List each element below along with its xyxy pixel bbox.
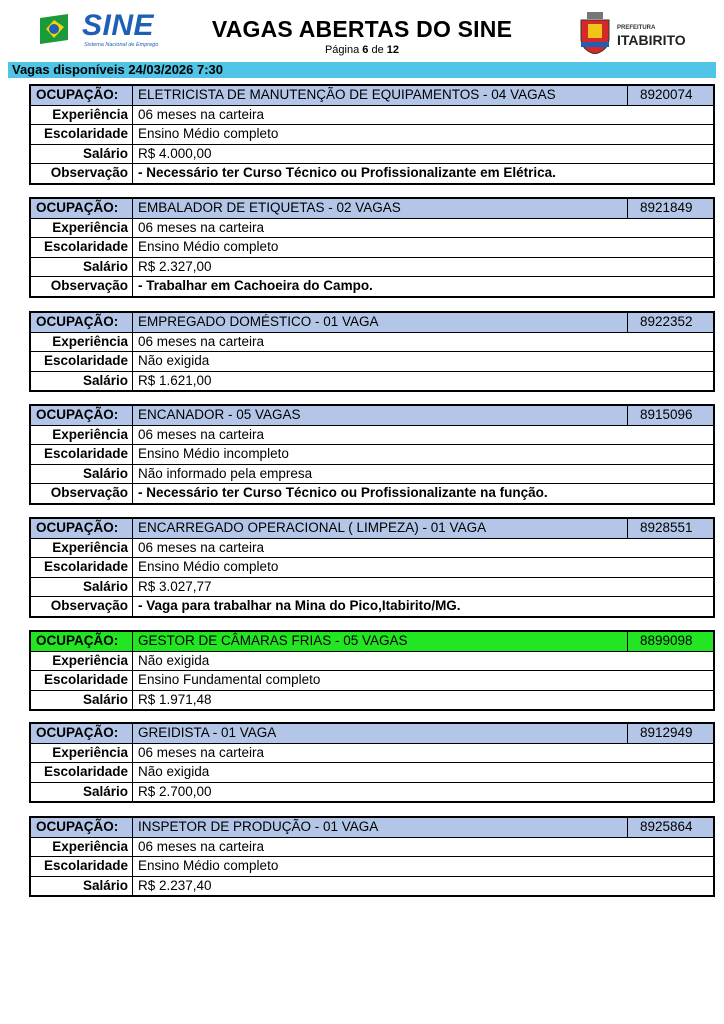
experience-row — [31, 219, 713, 239]
experience-row — [31, 838, 713, 858]
note-label: Observação — [31, 484, 133, 503]
education-value: Ensino Médio incompleto — [138, 446, 289, 461]
education-value: Não exigida — [138, 353, 210, 368]
salary-label: Salário — [31, 465, 133, 484]
occupation-label: OCUPAÇÃO: — [31, 86, 133, 105]
occupation-row — [31, 818, 713, 838]
page-header — [0, 0, 724, 62]
experience-row — [31, 744, 713, 764]
occupation-label: OCUPAÇÃO: — [31, 818, 133, 837]
salary-label: Salário — [31, 877, 133, 896]
job-code: 8925864 — [627, 818, 713, 837]
education-value: Ensino Médio completo — [138, 559, 279, 574]
education-label: Escolaridade — [31, 558, 133, 577]
note-value: - Necessário ter Curso Técnico ou Profissionalizante em Elétrica. — [138, 165, 556, 180]
job-card — [29, 722, 715, 803]
salary-label: Salário — [31, 578, 133, 597]
education-label: Escolaridade — [31, 671, 133, 690]
education-label: Escolaridade — [31, 857, 133, 876]
education-value: Ensino Médio completo — [138, 239, 279, 254]
salary-row — [31, 578, 713, 598]
education-row — [31, 352, 713, 372]
occupation-title: GESTOR DE CÂMARAS FRIAS - 05 VAGAS — [138, 633, 408, 648]
note-row — [31, 597, 713, 616]
salary-row — [31, 145, 713, 165]
experience-row — [31, 333, 713, 353]
salary-row — [31, 465, 713, 485]
salary-row — [31, 258, 713, 278]
sine-logo-text: SINE — [82, 9, 155, 42]
education-value: Ensino Médio completo — [138, 858, 279, 873]
experience-value: 06 meses na carteira — [138, 426, 265, 442]
occupation-title: ELETRICISTA DE MANUTENÇÃO DE EQUIPAMENTOS - 04 VAGAS — [138, 87, 556, 102]
occupation-label: OCUPAÇÃO: — [31, 724, 133, 743]
page-prefix: Página — [324, 44, 360, 56]
experience-value: 06 meses na carteira — [138, 333, 265, 349]
document-title: VAGAS ABERTAS DO SINE — [211, 16, 513, 42]
job-card — [29, 517, 715, 618]
sine-logo-subtitle: Sistema Nacional de Emprego — [84, 42, 159, 48]
education-row — [31, 763, 713, 783]
experience-value: 06 meses na carteira — [138, 838, 265, 854]
education-row — [31, 445, 713, 465]
job-card — [29, 84, 715, 185]
page-current: 6 — [362, 44, 369, 56]
education-value: Ensino Fundamental completo — [138, 672, 321, 687]
job-card — [29, 816, 715, 897]
occupation-row — [31, 313, 713, 333]
job-code: 8915096 — [627, 406, 713, 425]
occupation-label: OCUPAÇÃO: — [31, 406, 133, 425]
note-label: Observação — [31, 277, 133, 296]
experience-label: Experiência — [31, 652, 133, 671]
note-value: - Necessário ter Curso Técnico ou Profissionalizante na função. — [138, 485, 548, 500]
salary-label: Salário — [31, 258, 133, 277]
salary-label: Salário — [31, 372, 133, 391]
salary-label: Salário — [31, 145, 133, 164]
occupation-title: EMPREGADO DOMÉSTICO - 01 VAGA — [138, 314, 379, 329]
note-label: Observação — [31, 597, 133, 616]
occupation-row — [31, 406, 713, 426]
job-code: 8928551 — [627, 519, 713, 538]
experience-row — [31, 652, 713, 672]
experience-label: Experiência — [31, 744, 133, 763]
experience-row — [31, 539, 713, 559]
occupation-label: OCUPAÇÃO: — [31, 199, 133, 218]
note-row — [31, 484, 713, 503]
itabirito-logo — [577, 12, 692, 54]
job-card — [29, 197, 715, 298]
salary-row — [31, 877, 713, 896]
salary-label: Salário — [31, 783, 133, 802]
job-card — [29, 630, 715, 711]
note-value: - Trabalhar em Cachoeira do Campo. — [138, 278, 373, 293]
salary-row — [31, 372, 713, 391]
experience-value: 06 meses na carteira — [138, 106, 265, 122]
salary-value: R$ 1.621,00 — [138, 372, 212, 388]
occupation-label: OCUPAÇÃO: — [31, 313, 133, 332]
salary-value: R$ 4.000,00 — [138, 145, 212, 161]
occupation-row — [31, 199, 713, 219]
education-value: Não exigida — [138, 764, 210, 779]
occupation-row — [31, 632, 713, 652]
occupation-title: ENCANADOR - 05 VAGAS — [138, 407, 301, 422]
experience-value: 06 meses na carteira — [138, 539, 265, 555]
page-total: 12 — [386, 44, 400, 56]
job-card — [29, 311, 715, 392]
salary-value: Não informado pela empresa — [138, 465, 313, 481]
note-row — [31, 277, 713, 296]
occupation-label: OCUPAÇÃO: — [31, 519, 133, 538]
availability-date-bar: Vagas disponíveis 24/03/2026 7:30 — [8, 62, 716, 78]
occupation-title: INSPETOR DE PRODUÇÃO - 01 VAGA — [138, 819, 379, 834]
city-logo-name: ITABIRITO — [617, 32, 686, 48]
education-value: Ensino Médio completo — [138, 126, 279, 141]
salary-value: R$ 2.327,00 — [138, 258, 212, 274]
experience-label: Experiência — [31, 219, 133, 238]
job-code: 8921849 — [627, 199, 713, 218]
education-label: Escolaridade — [31, 445, 133, 464]
experience-label: Experiência — [31, 838, 133, 857]
experience-value: 06 meses na carteira — [138, 219, 265, 235]
occupation-title: ENCARREGADO OPERACIONAL ( LIMPEZA) - 01 VAGA — [138, 520, 487, 535]
job-card — [29, 404, 715, 505]
salary-row — [31, 783, 713, 802]
occupation-title: EMBALADOR DE ETIQUETAS - 02 VAGAS — [138, 200, 401, 215]
experience-row — [31, 106, 713, 126]
experience-label: Experiência — [31, 539, 133, 558]
experience-label: Experiência — [31, 106, 133, 125]
occupation-title: GREIDISTA - 01 VAGA — [138, 725, 277, 740]
experience-label: Experiência — [31, 333, 133, 352]
education-row — [31, 671, 713, 691]
experience-value: 06 meses na carteira — [138, 744, 265, 760]
experience-row — [31, 426, 713, 446]
occupation-row — [31, 724, 713, 744]
salary-value: R$ 1.971,48 — [138, 691, 212, 707]
education-row — [31, 238, 713, 258]
education-row — [31, 558, 713, 578]
job-code: 8920074 — [627, 86, 713, 105]
salary-value: R$ 3.027,77 — [138, 578, 212, 594]
experience-label: Experiência — [31, 426, 133, 445]
occupation-label: OCUPAÇÃO: — [31, 632, 133, 651]
city-crest-icon — [577, 12, 613, 54]
page-separator: de — [371, 44, 384, 56]
note-row — [31, 164, 713, 183]
note-label: Observação — [31, 164, 133, 183]
salary-row — [31, 691, 713, 710]
occupation-row — [31, 86, 713, 106]
education-row — [31, 125, 713, 145]
education-label: Escolaridade — [31, 763, 133, 782]
experience-value: Não exigida — [138, 652, 210, 668]
education-label: Escolaridade — [31, 238, 133, 257]
salary-value: R$ 2.700,00 — [138, 783, 212, 799]
city-logo-prefix: PREFEITURA — [617, 25, 656, 31]
education-label: Escolaridade — [31, 125, 133, 144]
job-code: 8922352 — [627, 313, 713, 332]
education-label: Escolaridade — [31, 352, 133, 371]
occupation-row — [31, 519, 713, 539]
education-row — [31, 857, 713, 877]
salary-value: R$ 2.237,40 — [138, 877, 212, 893]
salary-label: Salário — [31, 691, 133, 710]
job-code: 8912949 — [627, 724, 713, 743]
note-value: - Vaga para trabalhar na Mina do Pico,Itabirito/MG. — [138, 598, 461, 613]
job-code: 8899098 — [627, 632, 713, 651]
